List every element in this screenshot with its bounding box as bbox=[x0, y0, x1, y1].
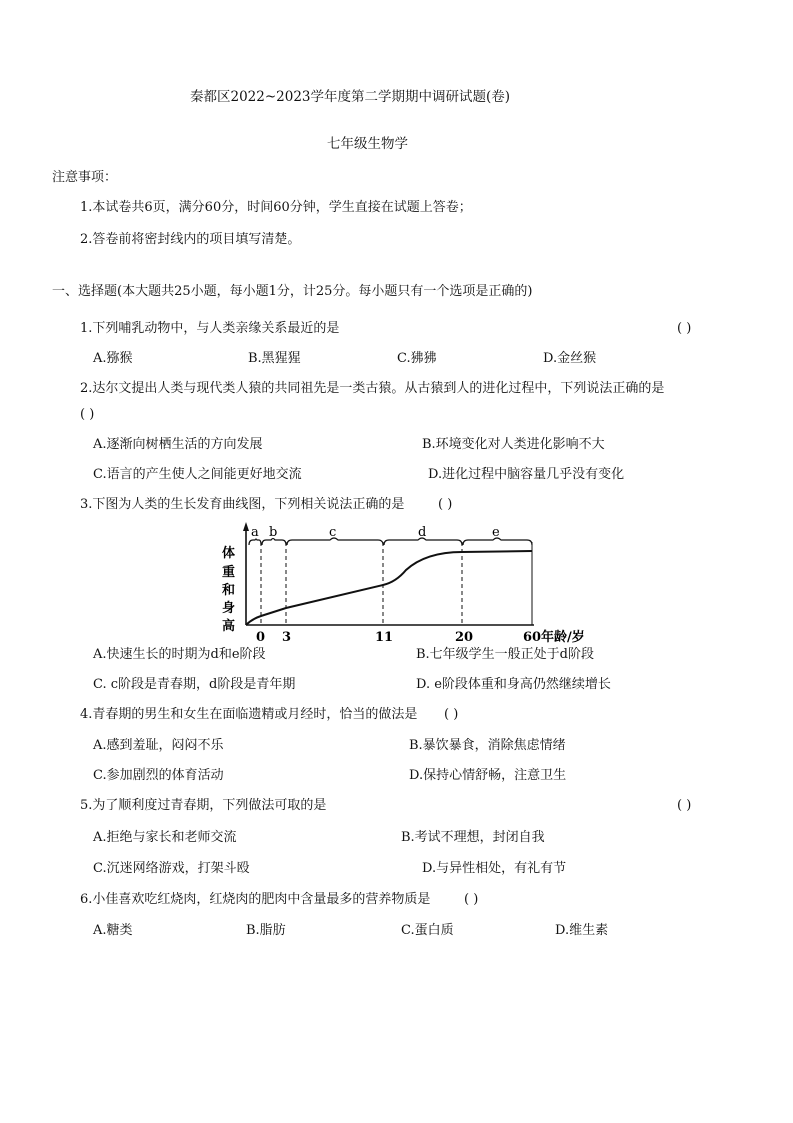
x-tick-11: 11 bbox=[375, 630, 394, 645]
option-d[interactable]: D.与异性相处，有礼有节 bbox=[422, 861, 567, 876]
stage-label-b: b bbox=[269, 525, 278, 540]
option-c[interactable]: C.狒狒 bbox=[397, 351, 437, 366]
option-b[interactable]: B.七年级学生一般正处于d阶段 bbox=[416, 647, 595, 662]
stage-labels bbox=[251, 525, 500, 540]
option-a[interactable]: A.感到羞耻，闷闷不乐 bbox=[93, 738, 224, 753]
option-b[interactable]: B.暴饮暴食，消除焦虑情绪 bbox=[409, 738, 566, 753]
growth-curve-figure bbox=[216, 522, 601, 648]
question-stem: 2.达尔文提出人类与现代类人猿的共同祖先是一类古猿。从古猿到人的进化过程中，下列说法正确的是 bbox=[80, 381, 665, 396]
y-label-char: 高 bbox=[222, 619, 236, 634]
answer-blank[interactable]: ( ) bbox=[438, 497, 453, 512]
option-b[interactable]: B.考试不理想，封闭自我 bbox=[401, 830, 545, 845]
y-label-char: 身 bbox=[222, 601, 236, 616]
x-tick-0: 0 bbox=[256, 630, 266, 645]
answer-blank[interactable]: ( ) bbox=[677, 321, 692, 336]
option-a[interactable]: A.猕猴 bbox=[93, 351, 133, 366]
stage-dividers bbox=[261, 542, 462, 625]
y-label-char: 体 bbox=[222, 546, 236, 561]
option-c[interactable]: C.语言的产生使人之间能更好地交流 bbox=[93, 467, 302, 482]
option-c[interactable]: C.参加剧烈的体育活动 bbox=[93, 768, 224, 783]
stage-label-d: d bbox=[418, 525, 427, 540]
option-c[interactable]: C.沉迷网络游戏，打架斗殴 bbox=[93, 861, 250, 876]
option-d[interactable]: D. e阶段体重和身高仍然继续增长 bbox=[416, 677, 611, 692]
question-stem: 3.下图为人类的生长发育曲线图，下列相关说法正确的是 bbox=[80, 497, 405, 512]
answer-blank[interactable]: ( ) bbox=[444, 707, 459, 722]
exam-title: 秦都区2022~2023学年度第二学期期中调研试题(卷) bbox=[190, 89, 511, 105]
option-a[interactable]: A.快速生长的时期为d和e阶段 bbox=[93, 647, 266, 662]
option-a[interactable]: A.糖类 bbox=[93, 923, 133, 938]
option-d[interactable]: D.维生素 bbox=[555, 923, 609, 938]
y-axis-label bbox=[222, 545, 235, 634]
answer-blank[interactable]: ( ) bbox=[464, 892, 479, 907]
x-tick-3: 3 bbox=[282, 630, 292, 645]
subject-title: 七年级生物学 bbox=[327, 136, 408, 152]
stage-braces bbox=[249, 538, 532, 545]
stage-label-a: a bbox=[251, 525, 259, 540]
question-stem: 6.小佳喜欢吃红烧肉，红烧肉的肥肉中含量最多的营养物质是 bbox=[80, 892, 431, 907]
section-heading: 一、选择题(本大题共25小题，每小题1分，计25分。每小题只有一个选项是正确的) bbox=[52, 284, 533, 299]
option-d[interactable]: D.金丝猴 bbox=[543, 351, 597, 366]
option-d[interactable]: D.进化过程中脑容量几乎没有变化 bbox=[428, 467, 625, 482]
option-a[interactable]: A.逐渐向树栖生活的方向发展 bbox=[93, 437, 263, 452]
option-c[interactable]: C.蛋白质 bbox=[401, 923, 454, 938]
answer-blank[interactable]: ( ) bbox=[80, 407, 95, 422]
question-stem: 5.为了顺利度过青春期，下列做法可取的是 bbox=[80, 798, 327, 813]
question-stem: 4.青春期的男生和女生在面临遗精或月经时，恰当的做法是 bbox=[80, 707, 418, 722]
y-axis-arrow bbox=[243, 522, 249, 531]
notice-item: 1.本试卷共6页，满分60分，时间60分钟，学生直接在试题上答卷； bbox=[80, 200, 472, 215]
option-d[interactable]: D.保持心情舒畅，注意卫生 bbox=[409, 768, 567, 783]
answer-blank[interactable]: ( ) bbox=[677, 798, 692, 813]
growth-curve bbox=[246, 551, 532, 625]
option-c[interactable]: C. c阶段是青春期，d阶段是青年期 bbox=[93, 677, 296, 692]
question-stem: 1.下列哺乳动物中，与人类亲缘关系最近的是 bbox=[80, 321, 340, 336]
option-b[interactable]: B.黑猩猩 bbox=[248, 351, 301, 366]
notice-item: 2.答卷前将密封线内的项目填写清楚。 bbox=[80, 232, 301, 247]
option-a[interactable]: A.拒绝与家长和老师交流 bbox=[93, 830, 237, 845]
stage-label-c: c bbox=[329, 525, 337, 540]
x-tick-60: 60 bbox=[523, 630, 542, 645]
option-b[interactable]: B.环境变化对人类进化影响不大 bbox=[422, 437, 605, 452]
x-tick-20: 20 bbox=[455, 630, 474, 645]
option-b[interactable]: B.脂肪 bbox=[246, 923, 286, 938]
notice-heading: 注意事项： bbox=[52, 170, 118, 185]
x-tick-labels bbox=[256, 630, 541, 645]
y-label-char: 重 bbox=[222, 565, 236, 580]
stage-label-e: e bbox=[492, 525, 500, 540]
y-label-char: 和 bbox=[222, 583, 236, 598]
x-axis-label: 年龄/岁 bbox=[541, 630, 585, 645]
